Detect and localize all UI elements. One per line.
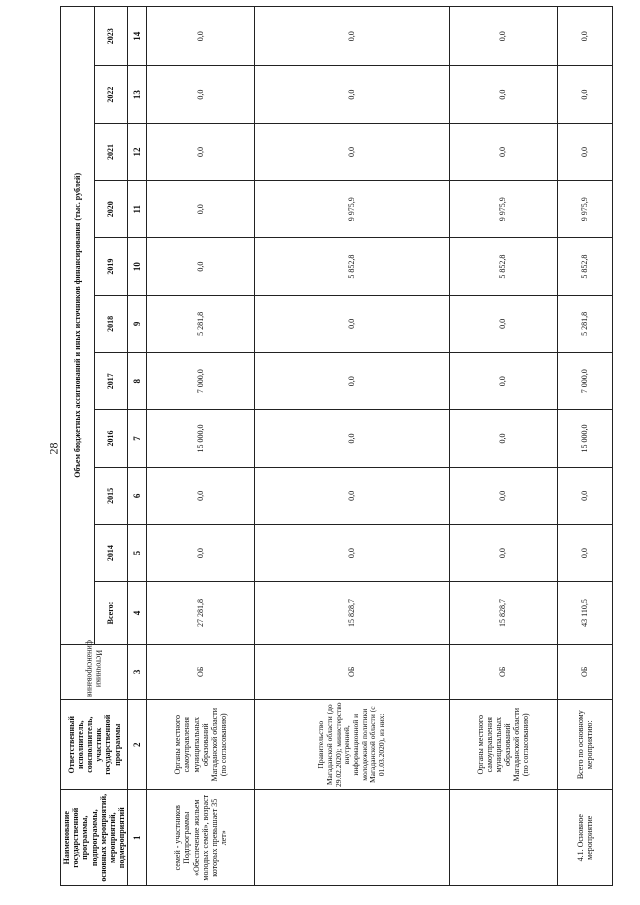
- financing-table: [60, 6, 613, 886]
- value-cell: 7 000,0: [147, 353, 255, 410]
- value-cell: 5 852,8: [557, 238, 612, 295]
- table-row: [147, 7, 255, 886]
- column-number: 2: [128, 699, 147, 790]
- program-name-cell: [449, 790, 557, 886]
- column-number: 14: [128, 7, 147, 67]
- value-cell: 9 975,9: [449, 181, 557, 238]
- value-cell: 0,0: [449, 525, 557, 582]
- value-cell: 5 281,8: [147, 295, 255, 352]
- value-cell: 0,0: [449, 123, 557, 180]
- value-cell: 5 852,8: [449, 238, 557, 295]
- value-cell: 9 975,9: [557, 181, 612, 238]
- column-number: 13: [128, 66, 147, 123]
- header-year: 2019: [94, 238, 128, 295]
- page-number: 28: [46, 442, 61, 455]
- header-year: 2022: [94, 66, 128, 123]
- total-cell: 15 828,7: [255, 582, 449, 644]
- header-source-text: Источники финансирования: [85, 640, 104, 697]
- total-cell: 43 110,5: [557, 582, 612, 644]
- header-year: 2020: [94, 181, 128, 238]
- column-number: 11: [128, 181, 147, 238]
- value-cell: 0,0: [147, 66, 255, 123]
- value-cell: 0,0: [449, 7, 557, 67]
- value-cell: 0,0: [255, 353, 449, 410]
- executor-cell: Органы местного самоуправления муниципальных образований Магаданской области (по согласованию): [147, 699, 255, 790]
- column-number: 12: [128, 123, 147, 180]
- value-cell: 7 000,0: [557, 353, 612, 410]
- column-number: 7: [128, 410, 147, 467]
- value-cell: 0,0: [255, 123, 449, 180]
- table-container: [60, 6, 594, 886]
- source-cell: ОБ: [147, 644, 255, 699]
- value-cell: 0,0: [255, 410, 449, 467]
- value-cell: 0,0: [255, 66, 449, 123]
- column-number: 1: [128, 790, 147, 886]
- column-number: 9: [128, 295, 147, 352]
- value-cell: 0,0: [557, 467, 612, 524]
- value-cell: 0,0: [255, 295, 449, 352]
- header-year: 2014: [94, 525, 128, 582]
- header-total: Всего:: [94, 582, 128, 644]
- executor-cell: Органы местного самоуправления муниципальных образований Магаданской области (по согласованию): [449, 699, 557, 790]
- source-cell: ОБ: [449, 644, 557, 699]
- source-cell: ОБ: [557, 644, 612, 699]
- column-number-row: [128, 7, 147, 886]
- column-number: 3: [128, 644, 147, 699]
- column-number: 4: [128, 582, 147, 644]
- header-year: 2015: [94, 467, 128, 524]
- header-year: 2023: [94, 7, 128, 67]
- header-executor: Ответственный исполнитель, соисполнитель, участник государственной программы: [61, 699, 128, 790]
- table-row: [557, 7, 612, 886]
- value-cell: 0,0: [449, 295, 557, 352]
- value-cell: 15 000,0: [147, 410, 255, 467]
- column-number: 5: [128, 525, 147, 582]
- value-cell: 0,0: [449, 353, 557, 410]
- value-cell: 0,0: [147, 7, 255, 67]
- value-cell: 0,0: [255, 7, 449, 67]
- column-number: 8: [128, 353, 147, 410]
- table-row: [449, 7, 557, 886]
- value-cell: 0,0: [449, 410, 557, 467]
- header-year: 2017: [94, 353, 128, 410]
- value-cell: 0,0: [147, 467, 255, 524]
- total-cell: 27 281,8: [147, 582, 255, 644]
- value-cell: 0,0: [449, 467, 557, 524]
- value-cell: 0,0: [147, 181, 255, 238]
- header-funding-group: Объем бюджетных ассигнований и иных источников финансирования (тыс. рублей): [61, 7, 95, 645]
- header-row-1: [61, 7, 95, 886]
- total-cell: 15 828,7: [449, 582, 557, 644]
- header-year: 2018: [94, 295, 128, 352]
- table-row: [255, 7, 449, 886]
- value-cell: 0,0: [147, 238, 255, 295]
- value-cell: 0,0: [557, 7, 612, 67]
- value-cell: 0,0: [147, 525, 255, 582]
- value-cell: 0,0: [147, 123, 255, 180]
- program-name-cell: семей - участников Подпрограммы «Обеспечение жильем молодых семей», возраст которых превышает 35 лет»: [147, 790, 255, 886]
- value-cell: 9 975,9: [255, 181, 449, 238]
- program-name-cell: 4.1. Основное мероприятие: [557, 790, 612, 886]
- value-cell: 5 281,8: [557, 295, 612, 352]
- header-year: 2016: [94, 410, 128, 467]
- executor-cell: Правительство Магаданской области (до 29.02.2020); министерство внутренней, информационной и молодежной политики Магаданской области (с 01.03.2020), из них:: [255, 699, 449, 790]
- source-cell: ОБ: [255, 644, 449, 699]
- value-cell: 0,0: [557, 525, 612, 582]
- header-source: [61, 640, 128, 699]
- value-cell: 0,0: [255, 525, 449, 582]
- value-cell: 0,0: [255, 467, 449, 524]
- executor-cell: Всего по основному мероприятию:: [557, 699, 612, 790]
- rotated-page: [60, 6, 594, 886]
- program-name-cell: [255, 790, 449, 886]
- column-number: 6: [128, 467, 147, 524]
- value-cell: 5 852,8: [255, 238, 449, 295]
- value-cell: 15 000,0: [557, 410, 612, 467]
- value-cell: 0,0: [557, 66, 612, 123]
- column-number: 10: [128, 238, 147, 295]
- value-cell: 0,0: [449, 66, 557, 123]
- header-program-name: Наименование государственной программы, подпрограммы, основных мероприятий, мероприятий, подмероприятий: [61, 790, 128, 886]
- header-year: 2021: [94, 123, 128, 180]
- value-cell: 0,0: [557, 123, 612, 180]
